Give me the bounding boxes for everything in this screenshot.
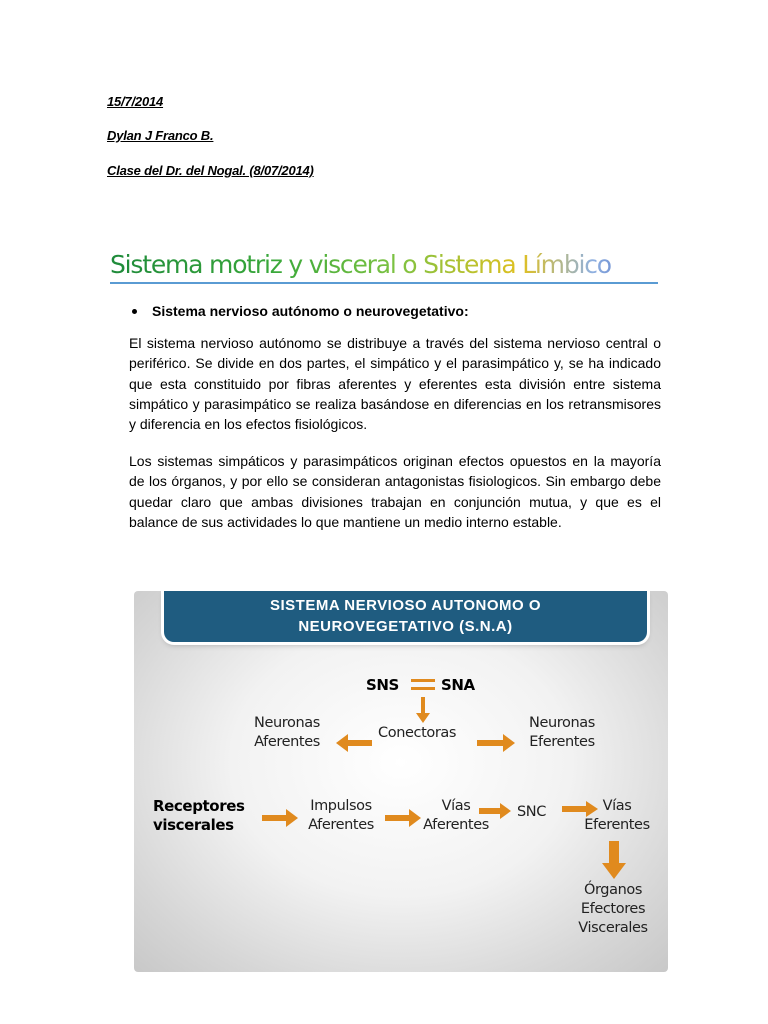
- arrow-down-icon: [602, 841, 626, 879]
- equals-icon: [411, 679, 435, 692]
- arrow-right-icon: [477, 734, 515, 752]
- label-vias-aferentes: Vías Aferentes: [423, 798, 489, 833]
- label-sna: SNA: [441, 676, 475, 694]
- label-neuronas-eferentes: Neuronas Eferentes: [529, 715, 595, 750]
- label-impulsos-aferentes: Impulsos Aferentes: [308, 798, 374, 833]
- arrow-right-icon: [479, 803, 511, 819]
- bullet-icon: [132, 309, 137, 314]
- arrow-right-icon: [262, 809, 298, 827]
- label-organos-efectores: Órganos Efectores Viscerales: [578, 882, 648, 936]
- arrow-left-icon: [336, 734, 372, 752]
- class-info: Clase del Dr. del Nogal. (8/07/2014): [107, 163, 314, 178]
- sna-diagram: [134, 591, 668, 972]
- paragraph-1: El sistema nervioso autónomo se distribuye a través del sistema nervioso central o periférico. Se divide en dos partes, el simpático y el parasimpático y, se ha indicado que esta constituido por fibras aferentes y eferentes esta división entre sistema simpático y parasimpático se realiza basándose en diferencias en los retransmisores y diferencia en los efectos fisiológicos.: [129, 335, 661, 433]
- arrow-down-icon: [416, 697, 430, 723]
- label-sns: SNS: [366, 676, 399, 694]
- label-snc: SNC: [517, 804, 546, 820]
- document-date: 15/7/2014: [107, 94, 164, 109]
- banner-line-1: SISTEMA NERVIOSO AUTONOMO O: [269, 597, 542, 614]
- label-vias-eferentes: Vías Eferentes: [584, 798, 650, 833]
- paragraph-2: Los sistemas simpáticos y parasimpáticos originan efectos opuestos en la mayoría de los órganos, y por ello se consideran antagonistas fisiologicos. Sin embargo debe quedar claro que ambas divisiones trabajan en conjunción mutua, y que es el balance de sus actividades lo que mantiene un medio interno estable.: [129, 453, 661, 530]
- document-title: Sistema motriz y visceral o Sistema Límbico: [110, 250, 658, 284]
- document-author: Dylan J Franco B.: [107, 128, 214, 143]
- label-neuronas-aferentes: Neuronas Aferentes: [254, 715, 320, 750]
- label-conectoras: Conectoras: [378, 725, 457, 741]
- diagram-banner: [164, 591, 647, 642]
- banner-line-2: NEUROVEGETATIVO (S.N.A): [298, 618, 513, 635]
- section-heading: Sistema nervioso autónomo o neurovegetativo:: [152, 303, 469, 319]
- label-receptores-viscerales: Receptores viscerales: [153, 797, 245, 834]
